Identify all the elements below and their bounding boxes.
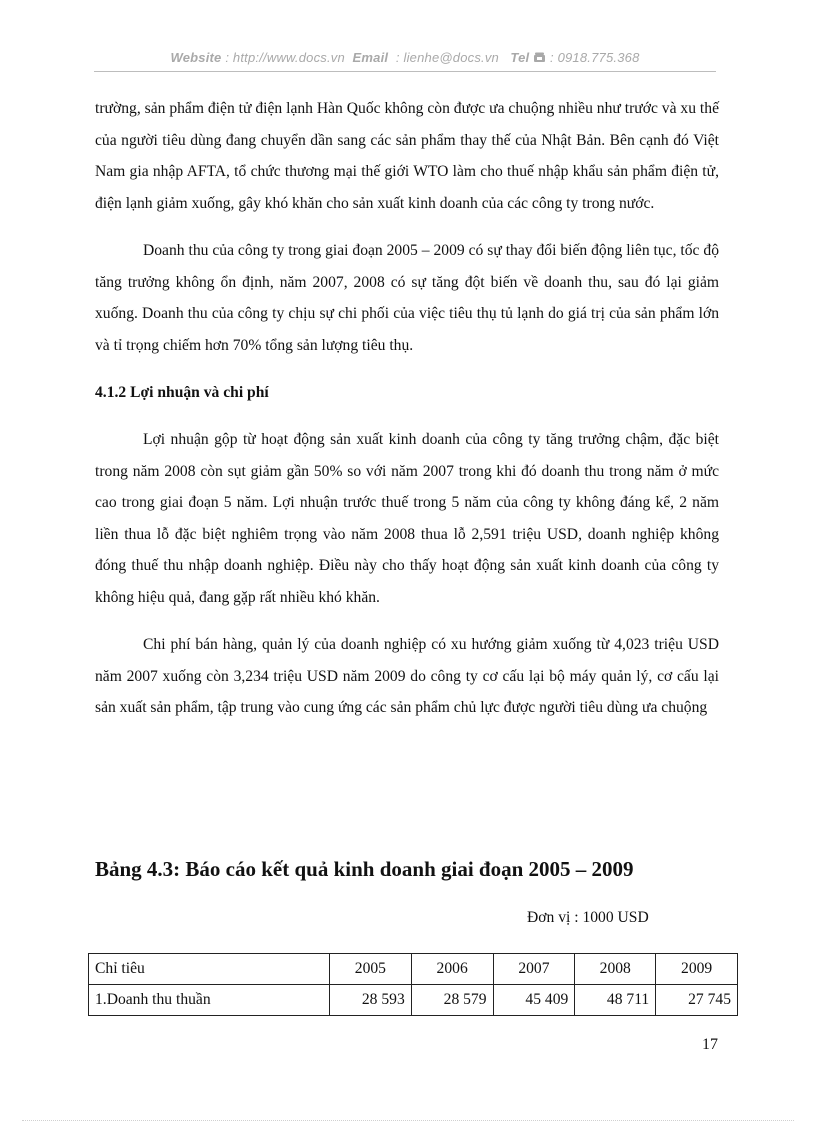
report-table (88, 953, 738, 1016)
page-header (94, 50, 716, 66)
tel-label: Tel (510, 50, 530, 65)
paragraph: Chi phí bán hàng, quản lý của doanh nghiệp có xu hướng giảm xuống từ 4,023 triệu USD năm 2007 xuống còn 3,234 triệu USD năm 2009 do công ty cơ cấu lại bộ máy quản lý, cơ cấu lại sản xuất sản phẩm, tập trung vào cung ứng các sản phẩm chủ lực được người tiêu dùng ưa chuộng (95, 636, 719, 716)
table-header-cell: 2009 (656, 954, 738, 985)
table-cell: 48 711 (575, 985, 656, 1016)
table-cell: 45 409 (493, 985, 575, 1016)
section-heading: 4.1.2 Lợi nhuận và chi phí (95, 384, 269, 401)
paragraph: Lợi nhuận gộp từ hoạt động sản xuất kinh doanh của công ty tăng trưởng chậm, đặc biệt trong năm 2008 còn sụt giảm gần 50% so với năm 2007 trong khi đó doanh thu trong năm ở mức cao trong giai đoạn 5 năm. Lợi nhuận trước thuế trong 5 năm của công ty không đáng kể, 2 năm liền thua lỗ đặc biệt nghiêm trọng vào năm 2008 thua lỗ 2,591 triệu USD, doanh nghiệp không đóng thuế thu nhập doanh nghiệp. Điều này cho thấy hoạt động sản xuất kinh doanh của công ty không hiệu quả, đang gặp rất nhiều khó khăn. (95, 431, 719, 606)
table-header-cell: Chỉ tiêu (89, 954, 330, 985)
table-header-cell: 2006 (411, 954, 493, 985)
table-unit: Đơn vị : 1000 USD (527, 909, 649, 926)
header-divider (94, 71, 716, 72)
table-title: Bảng 4.3: Báo cáo kết quả kinh doanh giai đoạn 2005 – 2009 (95, 857, 634, 881)
table-header-row (89, 954, 738, 985)
table-cell: 1.Doanh thu thuần (89, 985, 330, 1016)
paragraph: Doanh thu của công ty trong giai đoạn 2005 – 2009 có sự thay đổi biến động liên tục, tốc độ tăng trưởng không ổn định, năm 2007, 2008 có sự tăng đột biến về doanh thu, sau đó lại giảm xuống. Doanh thu của công ty chịu sự chi phối của việc tiêu thụ tủ lạnh do giá trị của sản phẩm lớn và tỉ trọng chiếm hơn 70% tổng sản lượng tiêu thụ. (95, 242, 719, 354)
website-label: Website (170, 50, 222, 65)
page-bottom-border (22, 1120, 794, 1121)
table-cell: 28 593 (330, 985, 412, 1016)
table-row (89, 985, 738, 1016)
table-cell: 27 745 (656, 985, 738, 1016)
paragraph: trường, sản phẩm điện tử điện lạnh Hàn Quốc không còn được ưa chuộng nhiều như trước và xu thế của người tiêu dùng đang chuyển dần sang các sản phẩm thay thế của Nhật Bản. Bên cạnh đó Việt Nam gia nhập AFTA, tổ chức thương mại thế giới WTO làm cho thuế nhập khẩu sản phẩm điện tử, điện lạnh giảm xuống, gây khó khăn cho sản xuất kinh doanh của các công ty trong nước. (95, 100, 719, 212)
page-number: 17 (702, 1036, 718, 1053)
tel-value: : 0918.775.368 (549, 50, 640, 65)
body-text (95, 93, 719, 724)
email-label: Email (352, 50, 389, 65)
table-header-cell: 2005 (330, 954, 412, 985)
website-value[interactable]: : http://www.docs.vn (225, 50, 345, 65)
phone-icon (533, 51, 546, 66)
table-header-cell: 2008 (575, 954, 656, 985)
table-header-cell: 2007 (493, 954, 575, 985)
email-value[interactable]: : lienhe@docs.vn (395, 50, 499, 65)
table-cell: 28 579 (411, 985, 493, 1016)
